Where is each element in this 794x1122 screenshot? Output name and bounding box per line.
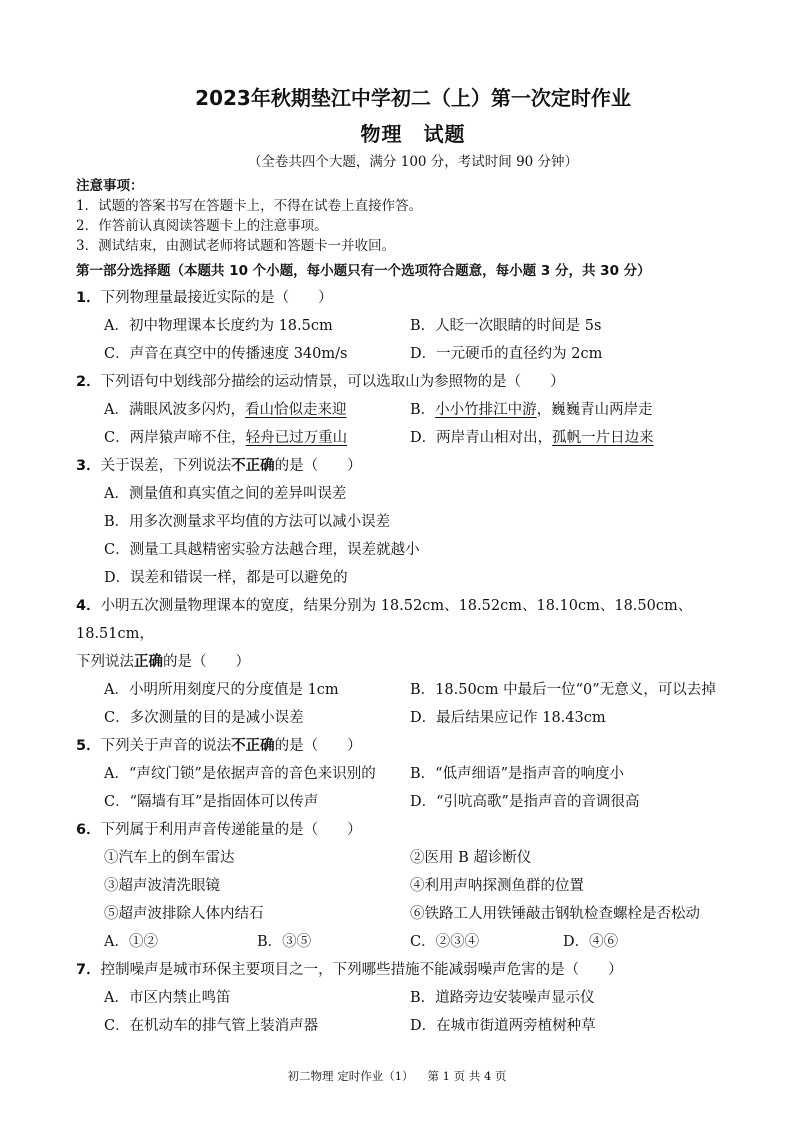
- options: [76, 928, 750, 956]
- question-6: [76, 816, 750, 956]
- option-a: A．市区内禁止鸣笛: [104, 990, 231, 1006]
- option-b: B．人眨一次眼睛的时间是 5s: [410, 318, 602, 334]
- option-d: D．在城市街道两旁植树种草: [410, 1018, 596, 1034]
- options: [76, 312, 750, 368]
- option-a: A．初中物理课本长度约为 18.5cm: [104, 318, 333, 334]
- question-text: 下列说法: [76, 654, 134, 670]
- subject-title: 物理 试题: [360, 122, 466, 146]
- question-stem: [76, 452, 750, 480]
- question-text: 下列语句中划线部分描绘的运动情景，可以选取山为参照物的是（ ）: [100, 374, 565, 390]
- question-text: 控制噪声是城市环保主要项目之一，下列哪些措施不能减弱噪声危害的是（ ）: [100, 962, 623, 978]
- page-number: 第 1 页 共 4 页: [427, 1069, 507, 1083]
- statement-5: ⑤超声波排除人体内结石: [104, 906, 264, 922]
- note-item-2: 2．作答前认真阅读答题卡上的注意事项。: [76, 218, 328, 234]
- question-2: [76, 368, 750, 452]
- question-stem: [76, 368, 750, 396]
- question-emphasis: 正确: [134, 654, 163, 670]
- question-stem: [76, 592, 750, 648]
- option-b-text: ，巍巍青山两岸走: [536, 402, 653, 418]
- options: [76, 480, 750, 592]
- option-d: D．一元硬币的直径约为 2cm: [410, 346, 603, 362]
- option-a-text: A．满眼风波多闪灼，: [104, 402, 245, 418]
- question-text: 下列属于利用声音传递能量的是（ ）: [100, 822, 362, 838]
- options: [76, 676, 750, 732]
- option-c: C．多次测量的目的是减小误差: [104, 710, 304, 726]
- option-a: A．①②: [104, 934, 158, 950]
- statement-list: [76, 844, 750, 928]
- section-header: 第一部分选择题（本题共 10 个小题，每小题只有一个选项符合题意，每小题 3 分，共 30 分）: [76, 263, 651, 279]
- question-5: [76, 732, 750, 816]
- option-c: C．②③④: [410, 934, 480, 950]
- option-b: B．“低声细语”是指声音的响度小: [410, 766, 624, 782]
- option-b: B．③⑤: [257, 934, 312, 950]
- option-b: B．用多次测量求平均值的方法可以减小误差: [104, 514, 391, 530]
- question-7: [76, 956, 750, 1040]
- option-b: B．道路旁边安装噪声显示仪: [410, 990, 595, 1006]
- option-c: C．测量工具越精密实验方法越合理，误差就越小: [104, 542, 420, 558]
- option-a: A．小明所用刻度尺的分度值是 1cm: [104, 682, 339, 698]
- question-emphasis: 不正确: [231, 738, 275, 754]
- question-stem: [76, 816, 750, 844]
- option-b: [410, 396, 750, 424]
- question-stem: [76, 284, 750, 312]
- question-3: [76, 452, 750, 592]
- exam-subtitle: （全卷共四个大题，满分 100 分，考试时间 90 分钟）: [247, 154, 579, 170]
- option-b-underlined: 小小竹排江中游: [435, 402, 537, 418]
- statement-2: ②医用 B 超诊断仪: [410, 850, 532, 866]
- option-d-text: D．两岸青山相对出，: [410, 430, 553, 446]
- question-number: 1．: [76, 290, 101, 306]
- question-stem-line2: [76, 648, 750, 676]
- question-number: 7．: [76, 962, 101, 978]
- question-number: 3．: [76, 458, 101, 474]
- exam-title: 2023年秋期垫江中学初二（上）第一次定时作业: [195, 86, 631, 110]
- question-number: 5．: [76, 738, 101, 754]
- option-d: D．“引吭高歌”是指声音的音调很高: [410, 794, 640, 810]
- option-d: D．最后结果应记作 18.43cm: [410, 710, 606, 726]
- options: [76, 396, 750, 452]
- notes-title: 注意事项：: [76, 178, 144, 194]
- option-d: [410, 424, 750, 452]
- question-text: 下列关于声音的说法: [100, 738, 232, 754]
- option-d: D．④⑥: [563, 934, 619, 950]
- option-b: B．18.50cm 中最后一位“0”无意义，可以去掉: [410, 682, 716, 698]
- statement-4: ④利用声呐探测鱼群的位置: [410, 878, 584, 894]
- question-text-line1: 小明五次测量物理课本的宽度，结果分别为 18.52cm、18.52cm、18.10cm、18.50cm、18.51cm，: [76, 598, 693, 642]
- option-c: C．在机动车的排气管上装消声器: [104, 1018, 319, 1034]
- statement-6: ⑥铁路工人用铁锤敲击钢轨检查螺栓是否松动: [410, 906, 700, 922]
- options: [76, 984, 750, 1040]
- question-text-end: 的是（ ）: [163, 654, 250, 670]
- page-footer: [0, 1068, 794, 1084]
- option-b-letter: B．: [410, 402, 436, 418]
- note-item-1: 1．试题的答案书写在答题卡上，不得在试卷上直接作答。: [76, 198, 423, 214]
- question-emphasis: 不正确: [231, 458, 275, 474]
- options: [76, 760, 750, 816]
- option-a: A．测量值和真实值之间的差异叫误差: [104, 486, 347, 502]
- option-c: C．“隔墙有耳”是指固体可以传声: [104, 794, 319, 810]
- question-4: [76, 592, 750, 732]
- question-text: 下列物理量最接近实际的是（ ）: [100, 290, 333, 306]
- option-c: C．声音在真空中的传播速度 340m/s: [104, 346, 348, 362]
- option-d-underlined: 孤帆一片日边来: [552, 430, 654, 446]
- question-stem: [76, 732, 750, 760]
- footer-label: 初二物理 定时作业（1）: [287, 1069, 414, 1083]
- option-c-underlined: 轻舟已过万重山: [245, 430, 348, 446]
- note-item-3: 3．测试结束，由测试老师将试题和答题卡一并收回。: [76, 238, 396, 254]
- statement-3: ③超声波清洗眼镜: [104, 878, 220, 894]
- option-a-underlined: 看山恰似走来迎: [244, 402, 347, 418]
- question-number: 6．: [76, 822, 101, 838]
- option-c-text: C．两岸猿声啼不住，: [104, 430, 246, 446]
- question-text: 关于误差，下列说法: [100, 458, 232, 474]
- question-stem: [76, 956, 750, 984]
- question-number: 2．: [76, 374, 101, 390]
- option-d: D．误差和错误一样，都是可以避免的: [104, 570, 348, 586]
- option-a: [104, 396, 410, 424]
- option-a: A．“声纹门锁”是依据声音的音色来识别的: [104, 766, 376, 782]
- statement-1: ①汽车上的倒车雷达: [104, 850, 235, 866]
- question-text-end: 的是（ ）: [274, 738, 362, 754]
- question-text-end: 的是（ ）: [274, 458, 362, 474]
- question-number: 4．: [76, 598, 101, 614]
- question-1: [76, 284, 750, 368]
- option-c: [104, 424, 410, 452]
